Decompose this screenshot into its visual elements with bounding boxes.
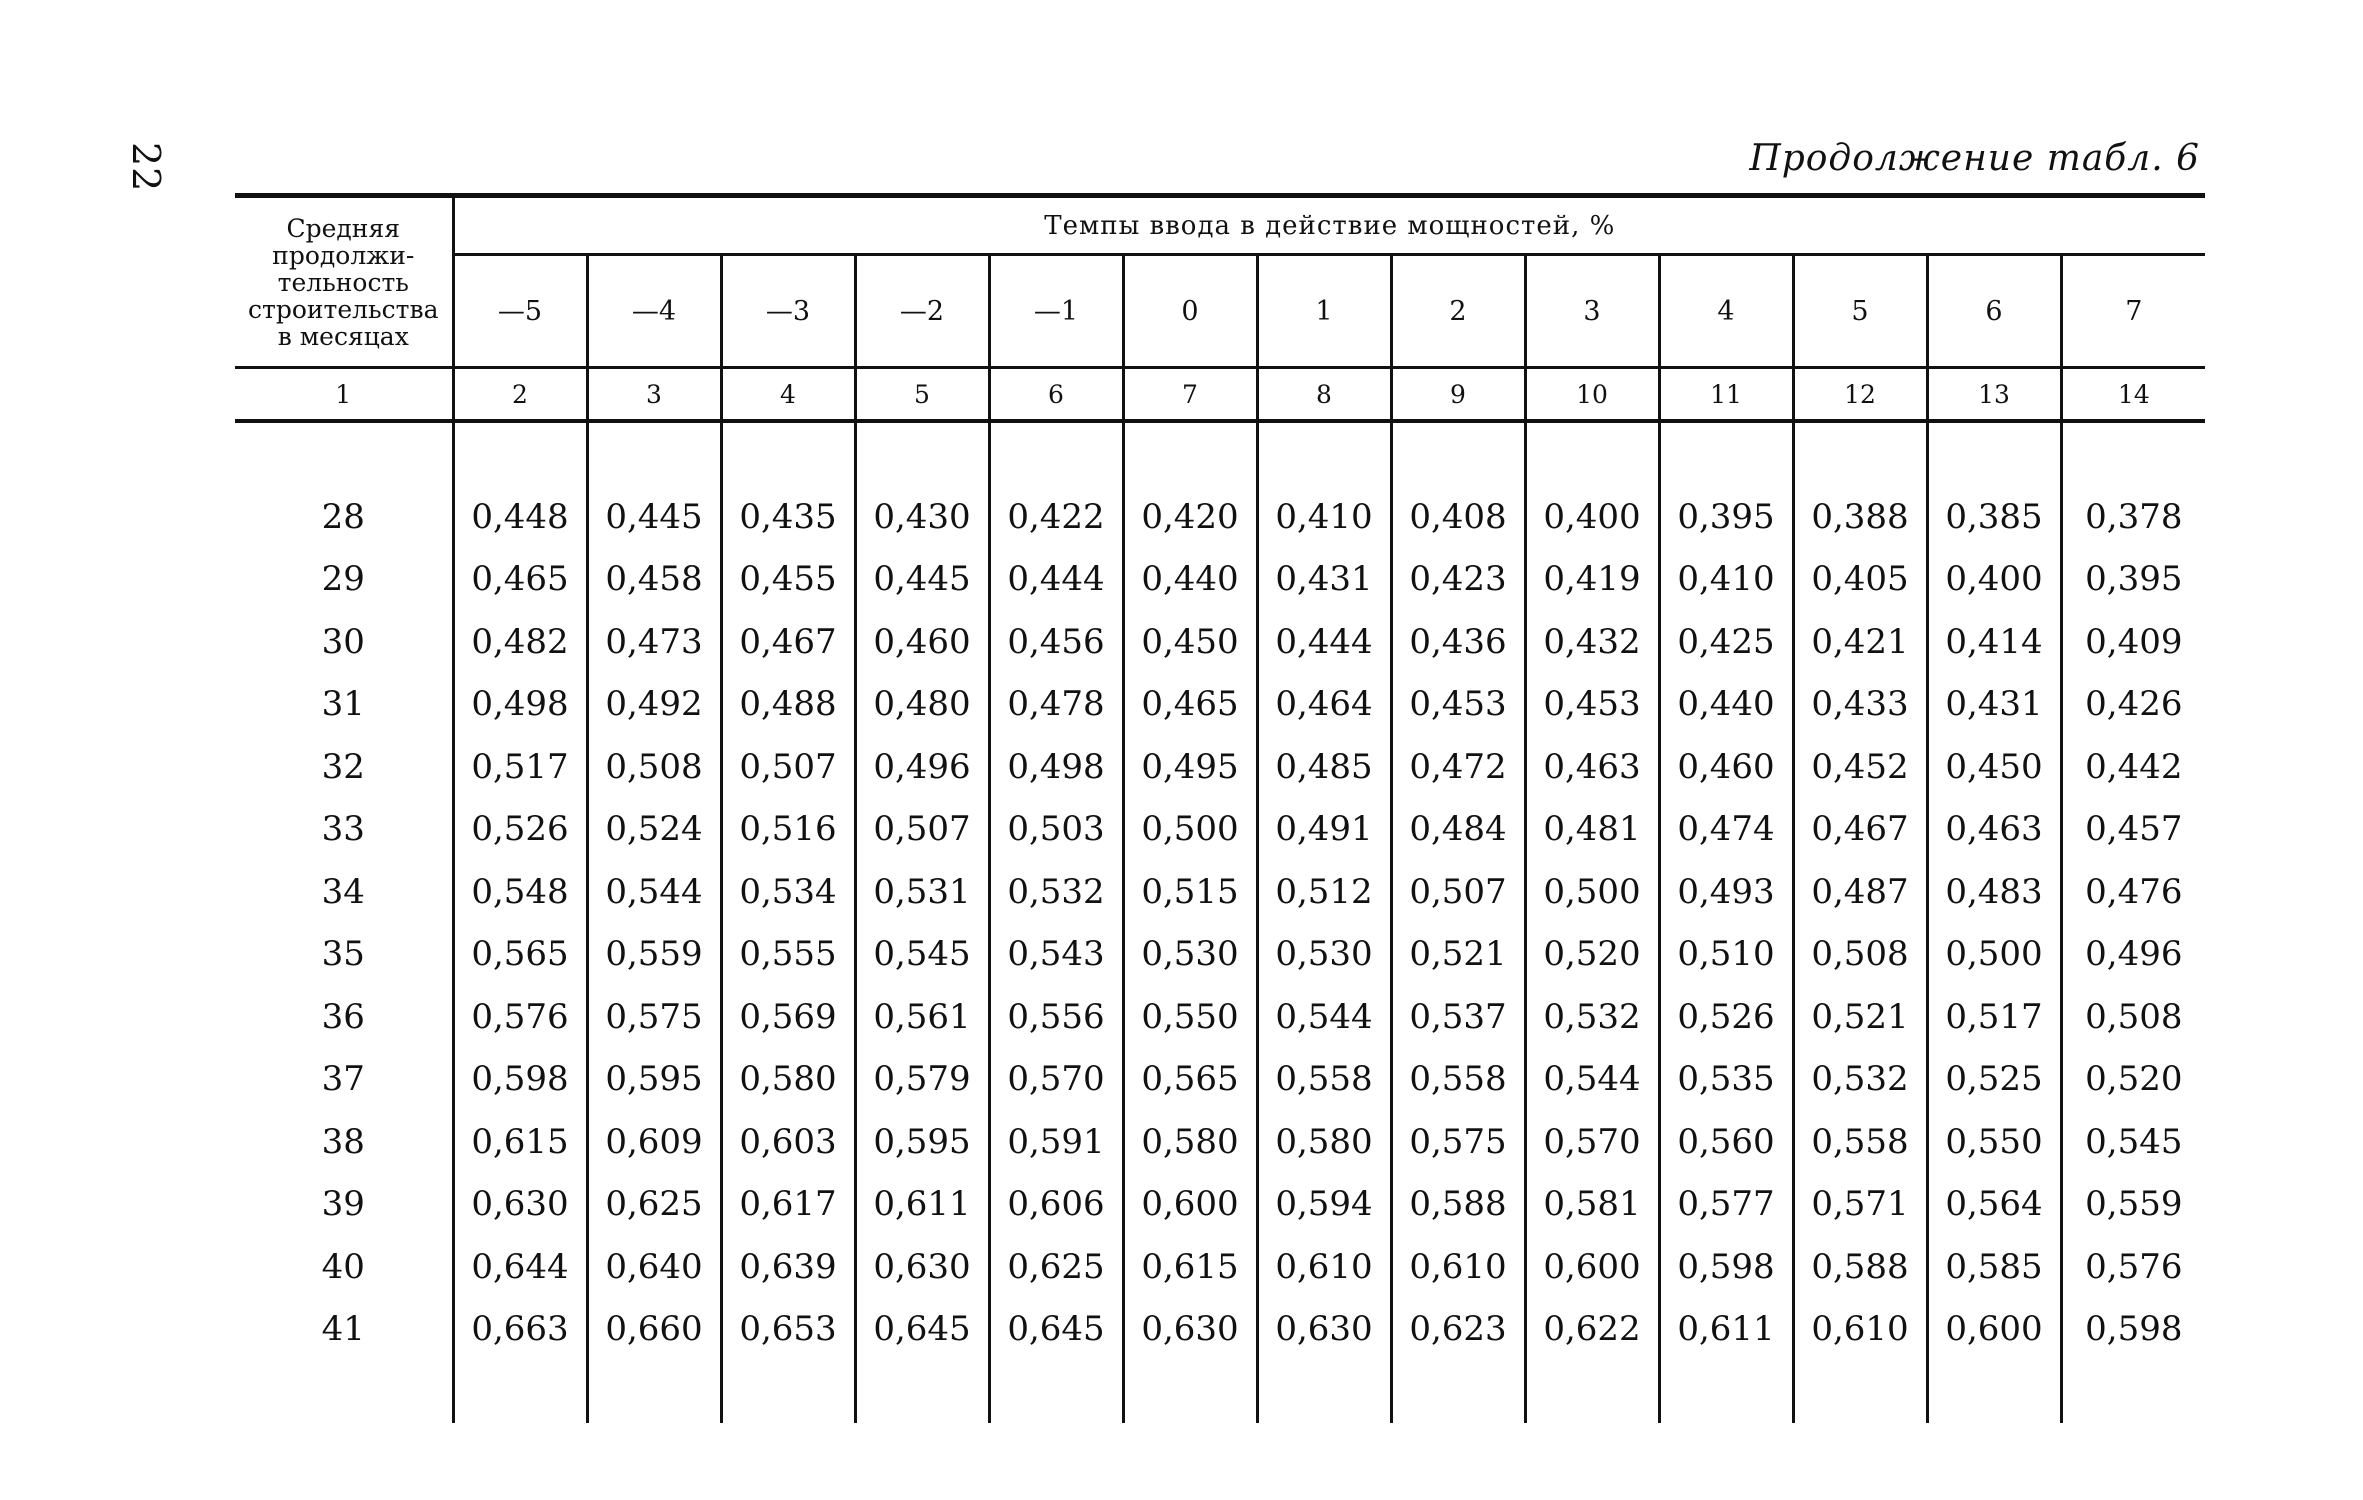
value-cell: 0,421	[1793, 611, 1927, 674]
value-cell: 0,625	[587, 1173, 721, 1236]
value-cell: 0,453	[1391, 673, 1525, 736]
value-cell: 0,423	[1391, 548, 1525, 611]
value-cell: 0,516	[721, 798, 855, 861]
value-cell: 0,544	[1257, 986, 1391, 1049]
value-cell: 0,430	[855, 486, 989, 549]
value-cell: 0,482	[453, 611, 587, 674]
value-cell: 0,405	[1793, 548, 1927, 611]
row-header-line: Средняя	[286, 213, 401, 243]
value-cell: 0,414	[1927, 611, 2061, 674]
value-cell: 0,498	[989, 736, 1123, 799]
value-cell: 0,535	[1659, 1048, 1793, 1111]
spacer-row	[235, 421, 2205, 486]
value-cell: 0,544	[587, 861, 721, 924]
value-cell: 0,623	[1391, 1298, 1525, 1361]
value-cell: 0,644	[453, 1236, 587, 1299]
table-row	[235, 548, 2205, 611]
value-cell: 0,530	[1257, 923, 1391, 986]
table-row	[235, 798, 2205, 861]
value-cell: 0,464	[1257, 673, 1391, 736]
table-row	[235, 861, 2205, 924]
value-cell: 0,467	[721, 611, 855, 674]
value-cell: 0,615	[1123, 1236, 1257, 1299]
value-cell: 0,560	[1659, 1111, 1793, 1174]
value-cell: 0,630	[453, 1173, 587, 1236]
value-cell: 0,508	[587, 736, 721, 799]
value-cell: 0,606	[989, 1173, 1123, 1236]
value-cell: 0,558	[1257, 1048, 1391, 1111]
column-header: 6	[1927, 255, 2061, 368]
value-cell: 0,559	[587, 923, 721, 986]
row-months-cell: 41	[321, 1309, 365, 1350]
value-cell: 0,498	[453, 673, 587, 736]
value-cell: 0,500	[1927, 923, 2061, 986]
row-months-cell: 36	[321, 996, 365, 1037]
value-cell: 0,507	[855, 798, 989, 861]
table-row	[235, 986, 2205, 1049]
value-cell: 0,445	[587, 486, 721, 549]
value-cell: 0,543	[989, 923, 1123, 986]
value-cell: 0,425	[1659, 611, 1793, 674]
value-cell: 0,595	[855, 1111, 989, 1174]
table-body	[235, 421, 2205, 1423]
value-cell: 0,508	[2061, 986, 2205, 1049]
value-cell: 0,610	[1391, 1236, 1525, 1299]
table-row	[235, 1111, 2205, 1174]
row-months-cell: 32	[321, 746, 365, 787]
continuation-title: Продолжение табл. 6	[1749, 138, 2200, 179]
value-cell: 0,570	[989, 1048, 1123, 1111]
column-header: 7	[2061, 255, 2205, 368]
table-row	[235, 923, 2205, 986]
row-header-line: строительства	[248, 294, 439, 324]
value-cell: 0,569	[721, 986, 855, 1049]
value-cell: 0,458	[587, 548, 721, 611]
column-number: 11	[1659, 368, 1793, 422]
value-cell: 0,559	[2061, 1173, 2205, 1236]
value-cell: 0,532	[1525, 986, 1659, 1049]
column-number: 14	[2061, 368, 2205, 422]
column-number: 13	[1927, 368, 2061, 422]
value-cell: 0,591	[989, 1111, 1123, 1174]
value-cell: 0,395	[1659, 486, 1793, 549]
row-months-cell: 33	[321, 809, 365, 850]
value-cell: 0,521	[1793, 986, 1927, 1049]
column-header: 2	[1391, 255, 1525, 368]
column-number-row	[235, 368, 2205, 422]
value-cell: 0,444	[1257, 611, 1391, 674]
value-cell: 0,512	[1257, 861, 1391, 924]
value-cell: 0,517	[453, 736, 587, 799]
value-cell: 0,476	[2061, 861, 2205, 924]
row-months-cell: 37	[321, 1059, 365, 1100]
value-cell: 0,408	[1391, 486, 1525, 549]
value-cell: 0,630	[855, 1236, 989, 1299]
value-cell: 0,485	[1257, 736, 1391, 799]
value-cell: 0,585	[1927, 1236, 2061, 1299]
value-cell: 0,419	[1525, 548, 1659, 611]
column-header: —3	[721, 255, 855, 368]
value-cell: 0,496	[855, 736, 989, 799]
value-cell: 0,496	[2061, 923, 2205, 986]
value-cell: 0,435	[721, 486, 855, 549]
column-header: 3	[1525, 255, 1659, 368]
value-cell: 0,598	[1659, 1236, 1793, 1299]
value-cell: 0,388	[1793, 486, 1927, 549]
value-cell: 0,473	[587, 611, 721, 674]
value-cell: 0,575	[587, 986, 721, 1049]
column-number: 12	[1793, 368, 1927, 422]
value-cell: 0,600	[1123, 1173, 1257, 1236]
row-months-cell: 35	[321, 934, 365, 975]
page-number: 22	[124, 142, 168, 193]
value-cell: 0,500	[1525, 861, 1659, 924]
value-cell: 0,488	[721, 673, 855, 736]
value-cell: 0,576	[453, 986, 587, 1049]
value-cell: 0,653	[721, 1298, 855, 1361]
value-cell: 0,431	[1927, 673, 2061, 736]
value-cell: 0,483	[1927, 861, 2061, 924]
value-cell: 0,450	[1123, 611, 1257, 674]
column-number: 5	[855, 368, 989, 422]
column-number: 7	[1123, 368, 1257, 422]
column-number: 6	[989, 368, 1123, 422]
row-months-cell: 38	[321, 1121, 365, 1162]
value-cell: 0,630	[1123, 1298, 1257, 1361]
value-cell: 0,442	[2061, 736, 2205, 799]
value-cell: 0,400	[1927, 548, 2061, 611]
value-cell: 0,558	[1793, 1111, 1927, 1174]
value-cell: 0,645	[989, 1298, 1123, 1361]
value-cell: 0,558	[1391, 1048, 1525, 1111]
row-header-line: тельность	[277, 267, 409, 297]
value-cell: 0,460	[855, 611, 989, 674]
value-cell: 0,598	[453, 1048, 587, 1111]
column-number: 10	[1525, 368, 1659, 422]
value-cell: 0,550	[1123, 986, 1257, 1049]
value-cell: 0,400	[1525, 486, 1659, 549]
value-cell: 0,431	[1257, 548, 1391, 611]
table-row	[235, 1173, 2205, 1236]
value-cell: 0,453	[1525, 673, 1659, 736]
span-header: Темпы ввода в действие мощностей, %	[453, 196, 2205, 255]
row-header-line: в месяцах	[277, 321, 409, 351]
value-cell: 0,481	[1525, 798, 1659, 861]
value-cell: 0,600	[1525, 1236, 1659, 1299]
value-cell: 0,611	[855, 1173, 989, 1236]
value-cell: 0,663	[453, 1298, 587, 1361]
column-number: 4	[721, 368, 855, 422]
value-cell: 0,433	[1793, 673, 1927, 736]
value-cell: 0,576	[2061, 1236, 2205, 1299]
value-cell: 0,480	[855, 673, 989, 736]
value-cell: 0,615	[453, 1111, 587, 1174]
value-cell: 0,492	[587, 673, 721, 736]
row-months-cell: 28	[321, 496, 365, 537]
value-cell: 0,487	[1793, 861, 1927, 924]
value-cell: 0,465	[453, 548, 587, 611]
value-cell: 0,440	[1659, 673, 1793, 736]
value-cell: 0,409	[2061, 611, 2205, 674]
value-cell: 0,580	[721, 1048, 855, 1111]
value-cell: 0,598	[2061, 1298, 2205, 1361]
value-cell: 0,526	[453, 798, 587, 861]
value-cell: 0,378	[2061, 486, 2205, 549]
value-cell: 0,530	[1123, 923, 1257, 986]
value-cell: 0,491	[1257, 798, 1391, 861]
value-cell: 0,555	[721, 923, 855, 986]
value-cell: 0,463	[1927, 798, 2061, 861]
value-cell: 0,625	[989, 1236, 1123, 1299]
value-cell: 0,640	[587, 1236, 721, 1299]
value-cell: 0,445	[855, 548, 989, 611]
value-cell: 0,467	[1793, 798, 1927, 861]
value-cell: 0,510	[1659, 923, 1793, 986]
value-cell: 0,545	[2061, 1111, 2205, 1174]
column-header: —1	[989, 255, 1123, 368]
table-row	[235, 611, 2205, 674]
column-header: —4	[587, 255, 721, 368]
column-number: 3	[587, 368, 721, 422]
value-cell: 0,452	[1793, 736, 1927, 799]
value-cell: 0,456	[989, 611, 1123, 674]
value-cell: 0,457	[2061, 798, 2205, 861]
value-cell: 0,611	[1659, 1298, 1793, 1361]
value-cell: 0,450	[1927, 736, 2061, 799]
value-cell: 0,610	[1793, 1298, 1927, 1361]
data-table	[235, 193, 2205, 1423]
value-cell: 0,465	[1123, 673, 1257, 736]
value-cell: 0,410	[1659, 548, 1793, 611]
value-cell: 0,520	[1525, 923, 1659, 986]
value-cell: 0,610	[1257, 1236, 1391, 1299]
value-cell: 0,524	[587, 798, 721, 861]
row-months-cell: 30	[321, 621, 365, 662]
value-cell: 0,537	[1391, 986, 1525, 1049]
value-cell: 0,493	[1659, 861, 1793, 924]
value-cell: 0,534	[721, 861, 855, 924]
column-number: 2	[453, 368, 587, 422]
column-header: 4	[1659, 255, 1793, 368]
value-cell: 0,448	[453, 486, 587, 549]
value-cell: 0,525	[1927, 1048, 2061, 1111]
value-cell: 0,495	[1123, 736, 1257, 799]
value-cell: 0,548	[453, 861, 587, 924]
value-cell: 0,550	[1927, 1111, 2061, 1174]
value-cell: 0,660	[587, 1298, 721, 1361]
value-cell: 0,561	[855, 986, 989, 1049]
row-header-line: продолжи-	[272, 240, 415, 270]
value-cell: 0,532	[989, 861, 1123, 924]
value-cell: 0,432	[1525, 611, 1659, 674]
value-cell: 0,460	[1659, 736, 1793, 799]
column-header: 1	[1257, 255, 1391, 368]
value-cell: 0,422	[989, 486, 1123, 549]
value-cell: 0,521	[1391, 923, 1525, 986]
value-cell: 0,565	[453, 923, 587, 986]
table-tail-row	[235, 1361, 2205, 1424]
value-cell: 0,564	[1927, 1173, 2061, 1236]
value-cell: 0,579	[855, 1048, 989, 1111]
value-cell: 0,463	[1525, 736, 1659, 799]
table-row	[235, 1298, 2205, 1361]
value-cell: 0,515	[1123, 861, 1257, 924]
table-row	[235, 1048, 2205, 1111]
column-header: 0	[1123, 255, 1257, 368]
value-cell: 0,507	[721, 736, 855, 799]
table-row	[235, 673, 2205, 736]
row-months-cell: 39	[321, 1184, 365, 1225]
column-header: —5	[453, 255, 587, 368]
value-cell: 0,594	[1257, 1173, 1391, 1236]
column-header: 5	[1793, 255, 1927, 368]
column-number: 1	[235, 368, 453, 422]
value-cell: 0,420	[1123, 486, 1257, 549]
value-cell: 0,565	[1123, 1048, 1257, 1111]
value-cell: 0,556	[989, 986, 1123, 1049]
value-cell: 0,474	[1659, 798, 1793, 861]
column-header: —2	[855, 255, 989, 368]
row-months-cell: 34	[321, 871, 365, 912]
table-row	[235, 1236, 2205, 1299]
row-months-cell: 29	[321, 559, 365, 600]
value-cell: 0,484	[1391, 798, 1525, 861]
row-months-cell: 40	[321, 1246, 365, 1287]
value-cell: 0,595	[587, 1048, 721, 1111]
value-cell: 0,455	[721, 548, 855, 611]
value-cell: 0,545	[855, 923, 989, 986]
table-row	[235, 486, 2205, 549]
value-cell: 0,617	[721, 1173, 855, 1236]
value-cell: 0,526	[1659, 986, 1793, 1049]
value-cell: 0,508	[1793, 923, 1927, 986]
value-cell: 0,609	[587, 1111, 721, 1174]
value-cell: 0,517	[1927, 986, 2061, 1049]
value-cell: 0,577	[1659, 1173, 1793, 1236]
value-cell: 0,603	[721, 1111, 855, 1174]
value-cell: 0,410	[1257, 486, 1391, 549]
value-cell: 0,472	[1391, 736, 1525, 799]
value-cell: 0,426	[2061, 673, 2205, 736]
table-header	[235, 196, 2205, 422]
value-cell: 0,622	[1525, 1298, 1659, 1361]
table-row	[235, 736, 2205, 799]
value-cell: 0,436	[1391, 611, 1525, 674]
value-cell: 0,600	[1927, 1298, 2061, 1361]
value-cell: 0,580	[1123, 1111, 1257, 1174]
column-header-row	[235, 255, 2205, 368]
value-cell: 0,520	[2061, 1048, 2205, 1111]
value-cell: 0,588	[1391, 1173, 1525, 1236]
value-cell: 0,444	[989, 548, 1123, 611]
value-cell: 0,507	[1391, 861, 1525, 924]
column-number: 8	[1257, 368, 1391, 422]
value-cell: 0,532	[1793, 1048, 1927, 1111]
value-cell: 0,630	[1257, 1298, 1391, 1361]
value-cell: 0,531	[855, 861, 989, 924]
value-cell: 0,544	[1525, 1048, 1659, 1111]
value-cell: 0,385	[1927, 486, 2061, 549]
column-number: 9	[1391, 368, 1525, 422]
row-header-label	[235, 196, 453, 368]
value-cell: 0,440	[1123, 548, 1257, 611]
value-cell: 0,395	[2061, 548, 2205, 611]
value-cell: 0,575	[1391, 1111, 1525, 1174]
value-cell: 0,639	[721, 1236, 855, 1299]
value-cell: 0,478	[989, 673, 1123, 736]
row-months-cell: 31	[321, 684, 365, 725]
value-cell: 0,580	[1257, 1111, 1391, 1174]
value-cell: 0,645	[855, 1298, 989, 1361]
value-cell: 0,588	[1793, 1236, 1927, 1299]
value-cell: 0,570	[1525, 1111, 1659, 1174]
value-cell: 0,571	[1793, 1173, 1927, 1236]
value-cell: 0,500	[1123, 798, 1257, 861]
value-cell: 0,581	[1525, 1173, 1659, 1236]
value-cell: 0,503	[989, 798, 1123, 861]
